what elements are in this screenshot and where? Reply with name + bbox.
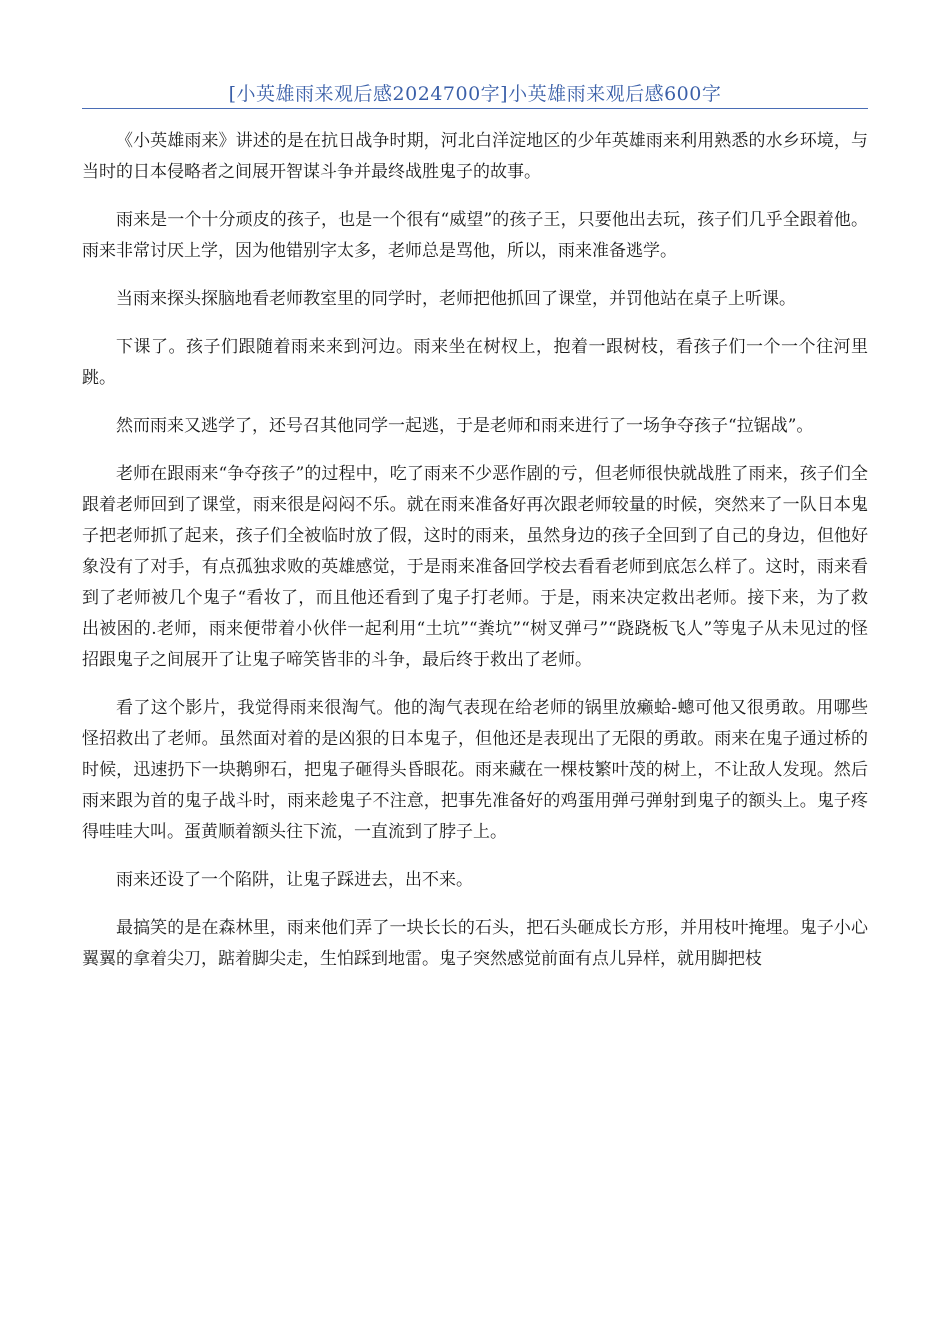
header-divider (82, 108, 868, 109)
paragraph-9: 最搞笑的是在森林里，雨来他们弄了一块长长的石头，把石头砸成长方形，并用枝叶掩埋。鬼子小心翼翼的拿着尖刀，踮着脚尖走，生怕踩到地雷。鬼子突然感觉前面有点儿异样，就用脚把枝 (82, 918, 868, 969)
paragraph-8: 雨来还设了一个陷阱，让鬼子踩进去，出不来。 (116, 870, 473, 890)
paragraph-1: 《小英雄雨来》讲述的是在抗日战争时期，河北白洋淀地区的少年英雄雨来利用熟悉的水乡环境，与当时的日本侵略者之间展开智谋斗争并最终战胜鬼子的故事。 (82, 131, 868, 182)
paragraph-7: 看了这个影片，我觉得雨来很淘气。他的淘气表现在给老师的锅里放癞蛤-蟌可他又很勇敢。用哪些怪招救出了老师。虽然面对着的是凶狠的日本鬼子，但他还是表现出了无限的勇敢。雨来在鬼子通过桥的时候，迅速扔下一块鹅卵石，把鬼子砸得头昏眼花。雨来藏在一棵枝繁叶茂的树上，不让敌人发现。然后雨来跟为首的鬼子战斗时，雨来趁鬼子不注意，把事先准备好的鸡蛋用弹弓弹射到鬼子的额头上。鬼子疼得哇哇大叫。蛋黄顺着额头往下流，一直流到了脖子上。 (82, 698, 868, 842)
document-title: [小英雄雨来观后感2024700字]小英雄雨来观后感600字 (228, 83, 722, 105)
paragraph-6: 老师在跟雨来“争夺孩子”的过程中，吃了雨来不少恶作剧的亏，但老师很快就战胜了雨来，孩子们全跟着老师回到了课堂，雨来很是闷闷不乐。就在雨来准备好再次跟老师较量的时候，突然来了一队日本鬼子把老师抓了起来，孩子们全被临时放了假，这时的雨来，虽然身边的孩子全回到了自己的身边，但他好象没有了对手，有点孤独求败的英雄感觉，于是雨来准备回学校去看看老师到底怎么样了。这时，雨来看到了老师被几个鬼子“看妆了，而且他还看到了鬼子打老师。于是，雨来决定救出老师。接下来，为了救出被困的.老师，雨来便带着小伙伴一起利用“土坑”“粪坑”“树叉弹弓”“跷跷板飞人”等鬼子从未见过的怪招跟鬼子之间展开了让鬼子啼笑皆非的斗争，最后终于救出了老师。 (82, 464, 868, 670)
paragraph-5: 然而雨来又逃学了，还号召其他同学一起逃，于是老师和雨来进行了一场争夺孩子“拉锯战”。 (116, 416, 814, 436)
paragraph-4: 下课了。孩子们跟随着雨来来到河边。雨来坐在树杈上，抱着一跟树枝，看孩子们一个一个往河里跳。 (82, 337, 868, 388)
paragraph-3: 当雨来探头探脑地看老师教室里的同学时，老师把他抓回了课堂，并罚他站在桌子上听课。 (116, 289, 796, 309)
paragraph-2: 雨来是一个十分顽皮的孩子，也是一个很有“威望”的孩子王，只要他出去玩，孩子们几乎全跟着他。雨来非常讨厌上学，因为他错别字太多，老师总是骂他，所以，雨来准备逃学。 (82, 210, 868, 261)
document-body (82, 126, 868, 992)
